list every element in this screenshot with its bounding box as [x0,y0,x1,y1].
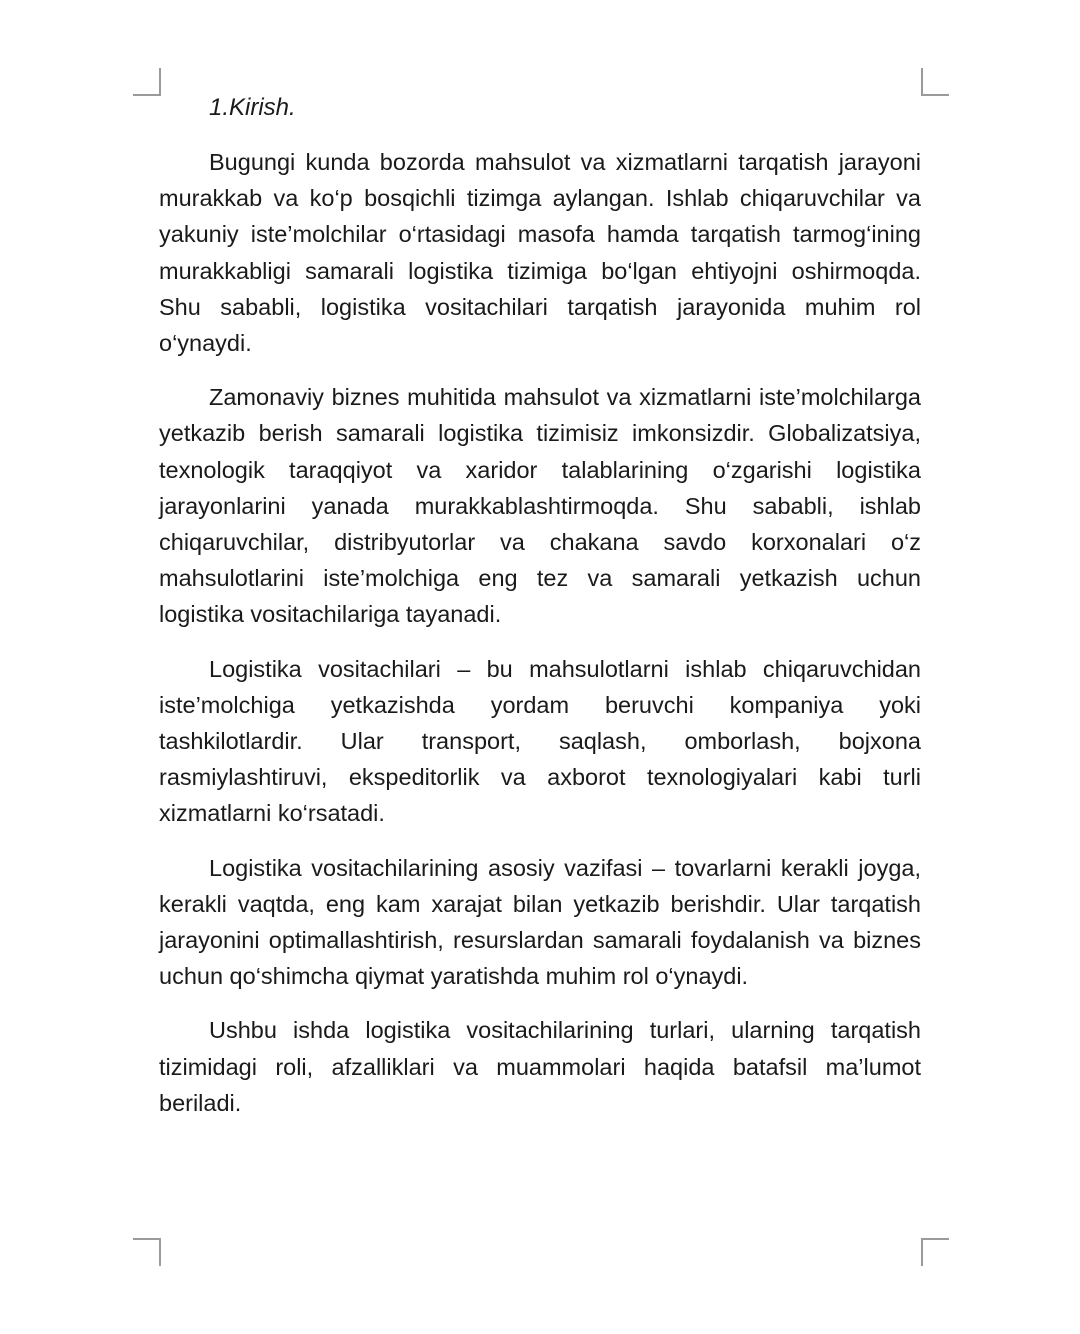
margin-corner-mark-bottom-right [921,1238,949,1266]
section-heading: 1.Kirish. [209,94,296,121]
margin-corner-mark-top-left [133,68,161,96]
paragraph-4: Logistika vositachilarining asosiy vazifasi – tovarlarni kerakli joyga, kerakli vaqtda, eng kam xarajat bilan yetkazib berishdir. Ular tarqatish jarayonini optimallashtirish, resurslardan samarali foydalanish va biznes uchun qo‘shimcha qiymat yaratishda muhim rol o‘ynaydi. [159,854,921,990]
paragraph-5: Ushbu ishda logistika vositachilarining turlari, ularning tarqatish tizimidagi roli, afzalliklari va muammolari haqida batafsil ma’lumot beriladi. [159,1017,921,1116]
document-body[interactable] [159,90,921,1139]
margin-corner-mark-top-right [921,68,949,96]
paragraph-3: Logistika vositachilari – bu mahsulotlarni ishlab chiqaruvchidan iste’molchiga yetkazishda yordam beruvchi kompaniya yoki tashkilotlardir. Ular transport, saqlash, omborlash, bojxona rasmiylashtiruvi, ekspeditorlik va axborot texnologiyalari kabi turli xizmatlarni ko‘rsatadi. [159,655,921,827]
paragraph-1: Bugungi kunda bozorda mahsulot va xizmatlarni tarqatish jarayoni murakkab va ko‘p bosqichli tizimga aylangan. Ishlab chiqaruvchilar va yakuniy iste’molchilar o‘rtasidagi masofa hamda tarqatish tarmog‘ining murakkabligi samarali logistika tizimiga bo‘lgan ehtiyojni oshirmoqda. Shu sababli, logistika vositachilari tarqatish jarayonida muhim rol o‘ynaydi. [159,149,921,357]
paragraph-2: Zamonaviy biznes muhitida mahsulot va xizmatlarni iste’molchilarga yetkazib berish samarali logistika tizimisiz imkonsizdir. Globalizatsiya, texnologik taraqqiyot va xaridor talablarining o‘zgarishi logistika jarayonlarini yanada murakkablashtirmoqda. Shu sababli, ishlab chiqaruvchilar, distribyutorlar va chakana savdo korxonalari o‘z mahsulotlarini iste’molchiga eng tez va samarali yetkazish uchun logistika vositachilariga tayanadi. [159,384,921,628]
margin-corner-mark-bottom-left [133,1238,161,1266]
